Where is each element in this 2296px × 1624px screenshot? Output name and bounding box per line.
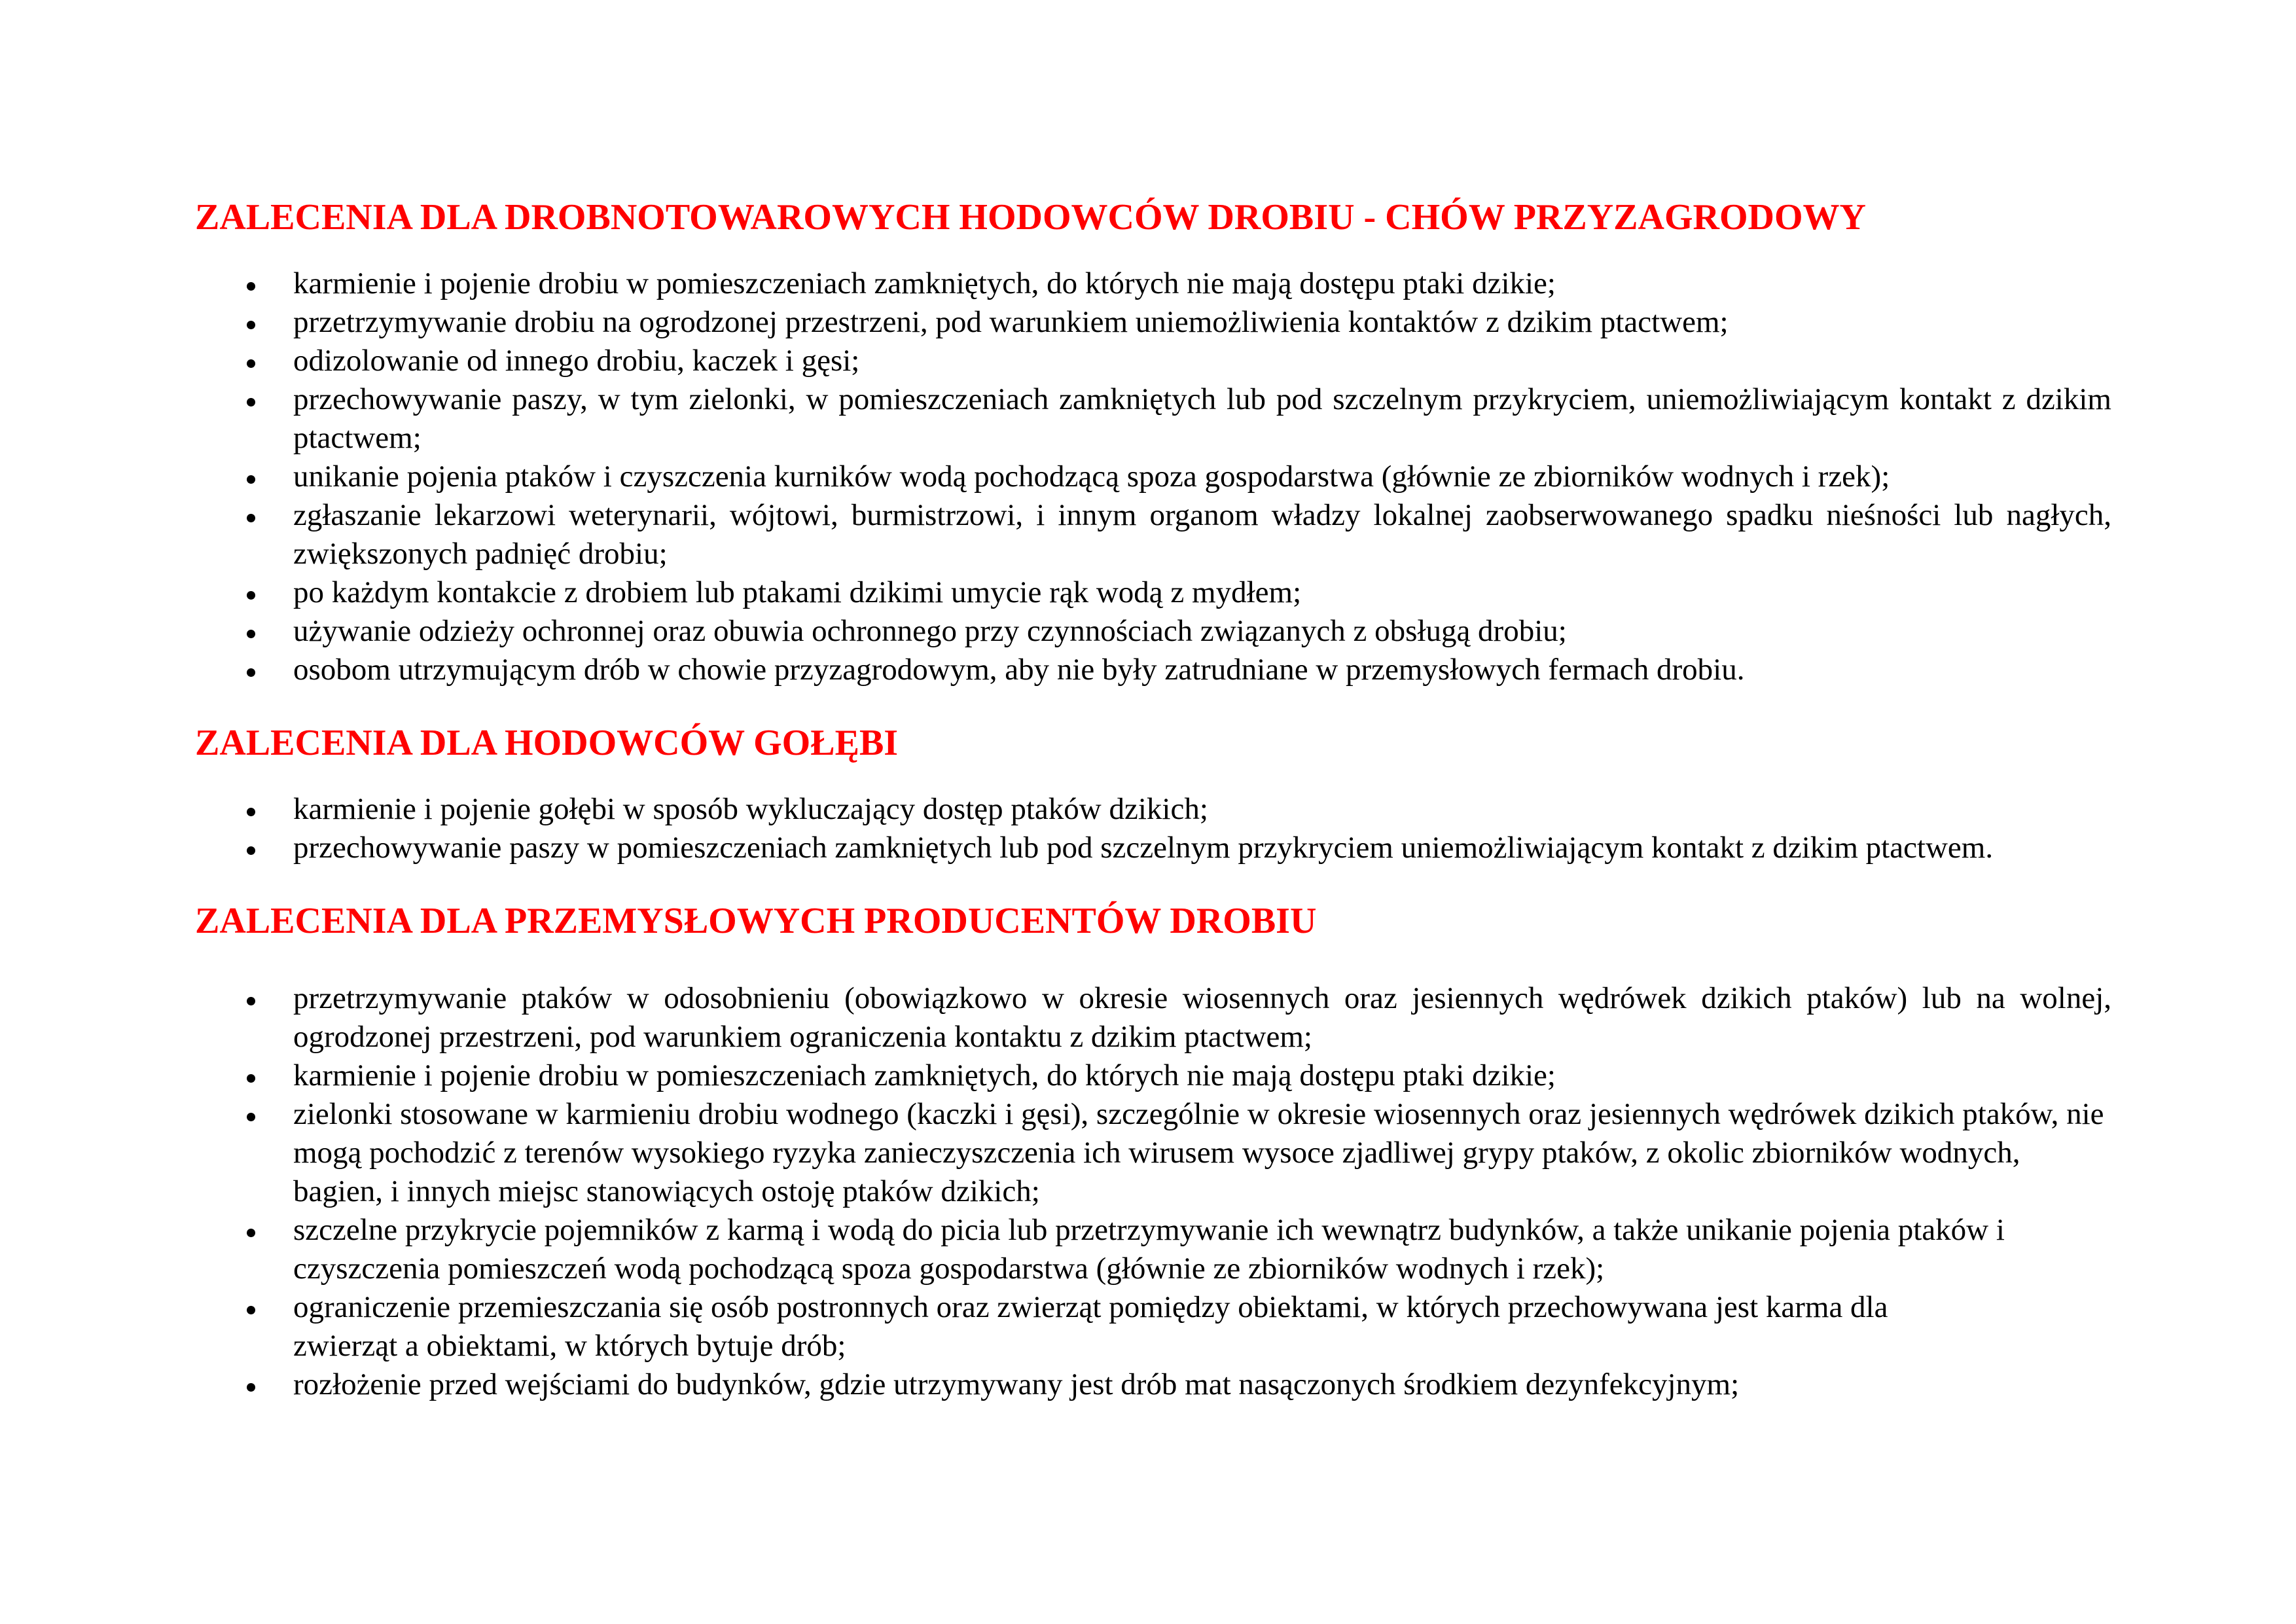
list-item-text: zielonki stosowane w karmieniu drobiu wodnego (kaczki i gęsi), szczególnie w okresie wiosennych oraz jesiennych wędrówek dzikich ptaków, nie mogą pochodzić z terenów wysokiego ryzyka zanieczyszczenia ich wirusem wysoce zjadliwej grypy ptaków, z okolic zbiorników wodnych, bagien, i innych miejsc stanowiących ostoję ptaków dzikich; <box>293 1097 2104 1208</box>
bullet-icon <box>247 997 255 1005</box>
list-item-text: karmienie i pojenie gołębi w sposób wykluczający dostęp ptaków dzikich; <box>293 792 1208 826</box>
list-item <box>195 1211 2111 1288</box>
list-item-text: karmienie i pojenie drobiu w pomieszczeniach zamkniętych, do których nie mają dostępu ptaki dzikie; <box>293 1058 1556 1092</box>
bullet-icon <box>247 475 255 484</box>
list-item-text: osobom utrzymującym drób w chowie przyzagrodowym, aby nie były zatrudniane w przemysłowych fermach drobiu. <box>293 653 1745 687</box>
bullet-icon <box>247 808 255 816</box>
document-content <box>195 185 2111 1404</box>
recommendation-list-pigeon-breeders <box>195 790 2111 867</box>
list-item <box>195 790 2111 829</box>
list-item-text: unikanie pojenia ptaków i czyszczenia kurników wodą pochodzącą spoza gospodarstwa (głównie ze zbiorników wodnych i rzek); <box>293 460 1890 494</box>
bullet-icon <box>247 1229 255 1237</box>
list-item <box>195 651 2111 689</box>
list-item <box>195 1095 2111 1211</box>
section-title-pigeon-breeders: ZALECENIA DLA HODOWCÓW GOŁĘBI <box>195 723 899 763</box>
list-item <box>195 1365 2111 1404</box>
list-item-text: przetrzymywanie drobiu na ogrodzonej przestrzeni, pod warunkiem uniemożliwienia kontaktów z dzikim ptactwem; <box>293 305 1729 339</box>
bullet-icon <box>247 1306 255 1314</box>
list-item <box>195 342 2111 380</box>
bullet-icon <box>247 321 255 329</box>
list-item <box>195 264 2111 303</box>
list-item-text: karmienie i pojenie drobiu w pomieszczeniach zamkniętych, do których nie mają dostępu ptaki dzikie; <box>293 266 1556 300</box>
bullet-icon <box>247 846 255 855</box>
recommendation-list-industrial-producers <box>195 979 2111 1404</box>
recommendation-list-backyard-poultry <box>195 264 2111 689</box>
list-item-text: szczelne przykrycie pojemników z karmą i wodą do picia lub przetrzymywanie ich wewnątrz budynków, a także unikanie pojenia ptaków i czyszczenia pomieszczeń wodą pochodzącą spoza gospodarstwa (głównie ze zbiorników wodnych i rzek); <box>293 1213 2005 1286</box>
section-title-backyard-poultry: ZALECENIA DLA DROBNOTOWAROWYCH HODOWCÓW DROBIU - CHÓW PRZYZAGRODOWY <box>195 197 1866 238</box>
list-item-text: ograniczenie przemieszczania się osób postronnych oraz zwierząt pomiędzy obiektami, w których przechowywana jest karma dla zwierząt a obiektami, w których bytuje drób; <box>293 1290 1888 1363</box>
list-item <box>195 458 2111 496</box>
list-item <box>195 612 2111 651</box>
list-item-text: przechowywanie paszy, w tym zielonki, w pomieszczeniach zamkniętych lub pod szczelnym przykryciem, uniemożliwiającym kontakt z dzikim ptactwem; <box>293 382 2111 455</box>
list-item <box>195 380 2111 458</box>
list-item-text: przechowywanie paszy w pomieszczeniach zamkniętych lub pod szczelnym przykryciem uniemożliwiającym kontakt z dzikim ptactwem. <box>293 831 1994 865</box>
list-item <box>195 979 2111 1056</box>
list-item-text: przetrzymywanie ptaków w odosobnieniu (obowiązkowo w okresie wiosennych oraz jesiennych wędrówek dzikich ptaków) lub na wolnej, ogrodzonej przestrzeni, pod warunkiem ograniczenia kontaktu z dzikim ptactwem; <box>293 981 2111 1054</box>
list-item <box>195 829 2111 867</box>
list-item <box>195 1288 2111 1365</box>
bullet-icon <box>247 514 255 522</box>
bullet-icon <box>247 398 255 406</box>
list-item <box>195 573 2111 612</box>
bullet-icon <box>247 282 255 291</box>
list-item <box>195 1056 2111 1095</box>
list-item <box>195 496 2111 573</box>
bullet-icon <box>247 1383 255 1392</box>
section-title-industrial-producers: ZALECENIA DLA PRZEMYSŁOWYCH PRODUCENTÓW DROBIU <box>195 901 1317 941</box>
bullet-icon <box>247 1113 255 1121</box>
bullet-icon <box>247 591 255 600</box>
bullet-icon <box>247 1074 255 1083</box>
list-item-text: rozłożenie przed wejściami do budynków, gdzie utrzymywany jest drób mat nasączonych środkiem dezynfekcyjnym; <box>293 1367 1740 1401</box>
list-item <box>195 303 2111 342</box>
bullet-icon <box>247 668 255 677</box>
list-item-text: po każdym kontakcie z drobiem lub ptakami dzikimi umycie rąk wodą z mydłem; <box>293 575 1302 609</box>
list-item-text: zgłaszanie lekarzowi weterynarii, wójtowi, burmistrzowi, i innym organom władzy lokalnej zaobserwowanego spadku nieśności lub nagłych, zwiększonych padnięć drobiu; <box>293 498 2111 571</box>
bullet-icon <box>247 359 255 368</box>
bullet-icon <box>247 630 255 638</box>
list-item-text: odizolowanie od innego drobiu, kaczek i gęsi; <box>293 344 860 378</box>
list-item-text: używanie odzieży ochronnej oraz obuwia ochronnego przy czynnościach związanych z obsługą drobiu; <box>293 614 1567 648</box>
